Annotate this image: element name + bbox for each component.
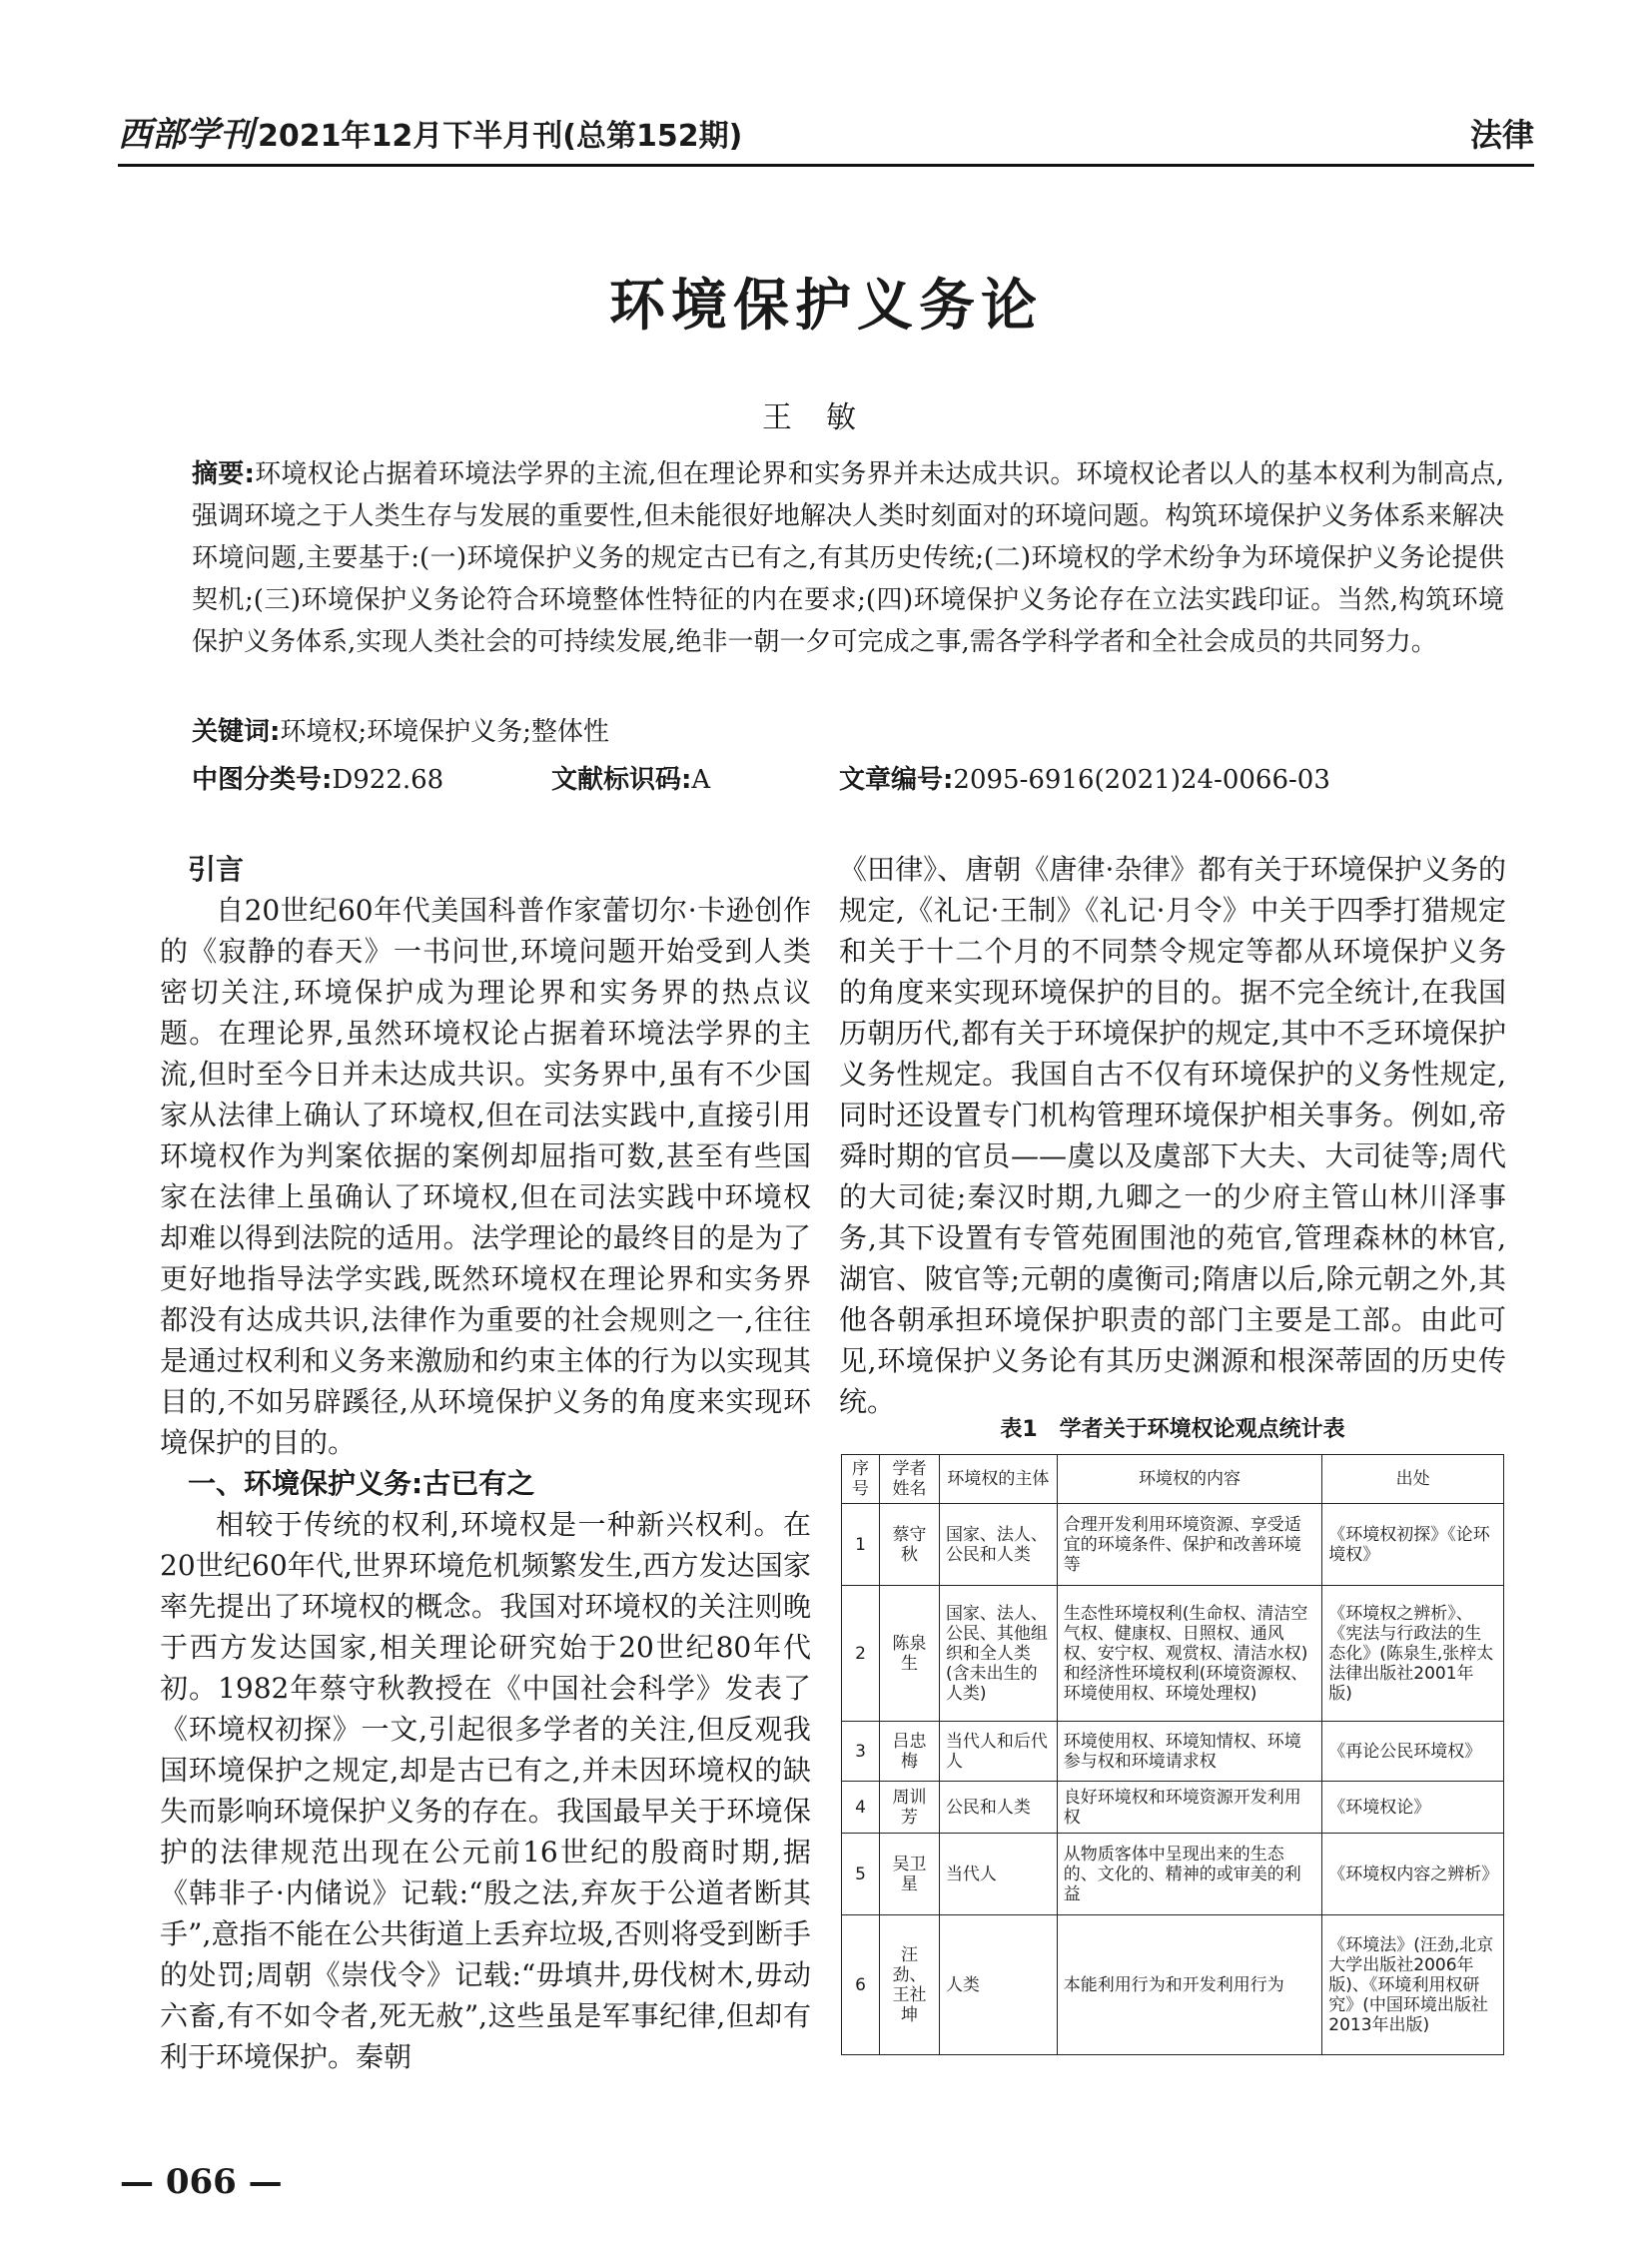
- journal-info: [118, 107, 742, 156]
- table-cell: 蔡守秋: [879, 1504, 939, 1586]
- clc-value: D922.68: [332, 765, 444, 795]
- table-row: [842, 1782, 1504, 1834]
- keywords-label: 关键词:: [192, 717, 281, 747]
- table-cell: 当代人和后代人: [939, 1722, 1057, 1782]
- table-cell: 当代人: [939, 1834, 1057, 1915]
- table-cell: 从物质客体中呈现出来的生态的、文化的、精神的或审美的利益: [1057, 1834, 1321, 1915]
- scholars-table: [841, 1454, 1504, 2055]
- table-header-cell: 序号: [842, 1455, 880, 1504]
- running-header: [118, 108, 1534, 156]
- section-name: 法律: [1469, 116, 1534, 154]
- doc-value: A: [691, 765, 711, 795]
- table-cell: 《环境权之辨析》、《宪法与行政法的生态化》(陈泉生,张梓太法律出版社2001年版): [1322, 1586, 1504, 1722]
- abstract: [192, 453, 1504, 663]
- table-cell: 汪劲、王社坤: [879, 1915, 939, 2055]
- clc-code: [192, 759, 443, 801]
- table-cell: 本能利用行为和开发利用行为: [1057, 1915, 1321, 2055]
- table-cell: 3: [842, 1722, 880, 1782]
- table-cell: 陈泉生: [879, 1586, 939, 1722]
- table-header-cell: 学者姓名: [879, 1455, 939, 1504]
- table-row: [842, 1504, 1504, 1586]
- journal-name: 西部学刊: [118, 115, 254, 155]
- table-row: [842, 1722, 1504, 1782]
- doc-label: 文献标识码:: [551, 765, 692, 795]
- table-header-cell: 环境权的内容: [1057, 1455, 1321, 1504]
- right-column: [839, 849, 1506, 1422]
- table-cell: 生态性环境权利(生命权、清洁空气权、健康权、日照权、通风权、安宁权、观赏权、清洁水权)和经济性环境权利(环境资源权、环境使用权、环境处理权): [1057, 1586, 1321, 1722]
- article-number: [839, 759, 1330, 801]
- table-cell: 良好环境权和环境资源开发利用权: [1057, 1782, 1321, 1834]
- clc-label: 中图分类号:: [192, 765, 333, 795]
- table-cell: 国家、法人、公民、其他组织和全人类(含未出生的人类): [939, 1586, 1057, 1722]
- table-cell: 《再论公民环境权》: [1322, 1722, 1504, 1782]
- section1-heading: 一、环境保护义务:古已有之: [188, 1467, 535, 1500]
- table-cell: 吴卫星: [879, 1834, 939, 1915]
- table-cell: 5: [842, 1834, 880, 1915]
- abstract-text: 环境权论占据着环境法学界的主流,但在理论界和实务界并未达成共识。环境权论者以人的基本权利为制高点,强调环境之于人类生存与发展的重要性,但未能很好地解决人类时刻面对的环境问题。构筑环境保护义务体系来解决环境问题,主要基于:(一)环境保护义务的规定古已有之,有其历史传统;(二)环境权的学术纷争为环境保护义务论提供契机;(三)环境保护义务论符合环境整体性特征的内在要求;(四)环境保护义务论存在立法实践印证。当然,构筑环境保护义务体系,实现人类社会的可持续发展,绝非一朝一夕可完成之事,需各学科学者和全社会成员的共同努力。: [192, 459, 1505, 657]
- continued-paragraph: 《田律》、唐朝《唐律·杂律》都有关于环境保护义务的规定,《礼记·王制》《礼记·月令》中关于四季打猎规定和关于十二个月的不同禁令规定等都从环境保护义务的角度来实现环境保护的目的。据不完全统计,在我国历朝历代,都有关于环境保护的规定,其中不乏环境保护义务性规定。我国自古不仅有环境保护的义务性规定,同时还设置专门机构管理环境保护相关事务。例如,帝舜时期的官员——虞以及虞部下大夫、大司徒等;周代的大司徒;秦汉时期,九卿之一的少府主管山林川泽事务,其下设置有专管苑囿围池的苑官,管理森林的林官,湖官、陂官等;元朝的虞衡司;隋唐以后,除元朝之外,其他各朝承担环境保护职责的部门主要是工部。由此可见,环境保护义务论有其历史渊源和根深蒂固的历史传统。: [839, 853, 1506, 1418]
- intro-heading: 引言: [188, 853, 245, 886]
- table-cell: 《环境权初探》《论环境权》: [1322, 1504, 1504, 1586]
- table-cell: 人类: [939, 1915, 1057, 2055]
- table-cell: 6: [842, 1915, 880, 2055]
- table-cell: 《环境法》(汪劲,北京大学出版社2006年版)、《环境利用权研究》(中国环境出版社2013年出版): [1322, 1915, 1504, 2055]
- table-cell: 国家、法人、公民和人类: [939, 1504, 1057, 1586]
- table-cell: 合理开发利用环境资源、享受适宜的环境条件、保护和改善环境等: [1057, 1504, 1321, 1586]
- intro-paragraph: 自20世纪60年代美国科普作家蕾切尔·卡逊创作的《寂静的春天》一书问世,环境问题开始受到人类密切关注,环境保护成为理论界和实务界的热点议题。在理论界,虽然环境权论占据着环境法学界的主流,但时至今日并未达成共识。实务界中,虽有不少国家从法律上确认了环境权,但在司法实践中,直接引用环境权作为判案依据的案例却屈指可数,甚至有些国家在法律上虽确认了环境权,但在司法实践中环境权却难以得到法院的适用。法学理论的最终目的是为了更好地指导法学实践,既然环境权在理论界和实务界都没有达成共识,法律作为重要的社会规则之一,往往是通过权利和义务来激励和约束主体的行为以实现其目的,不如另辟蹊径,从环境保护义务的角度来实现环境保护的目的。: [160, 894, 811, 1459]
- abstract-label: 摘要:: [192, 459, 255, 489]
- table-header-row: [842, 1455, 1504, 1504]
- table-cell: 环境使用权、环境知情权、环境参与权和环境请求权: [1057, 1722, 1321, 1782]
- header-divider: [118, 164, 1534, 167]
- left-column: [160, 849, 811, 2077]
- article-number-label: 文章编号:: [839, 765, 954, 795]
- article-author: 王敏: [762, 400, 890, 435]
- table-cell: 1: [842, 1504, 880, 1586]
- table-caption: 表1 学者关于环境权论观点统计表: [1000, 1417, 1345, 1442]
- article-title: 环境保护义务论: [609, 274, 1043, 339]
- table-row: [842, 1915, 1504, 2055]
- keywords-text: 环境权;环境保护义务;整体性: [280, 717, 609, 747]
- table-row: [842, 1834, 1504, 1915]
- doc-code: [551, 759, 710, 801]
- section1-paragraph: 相较于传统的权利,环境权是一种新兴权利。在20世纪60年代,世界环境危机频繁发生,西方发达国家率先提出了环境权的概念。我国对环境权的关注则晚于西方发达国家,相关理论研究始于20世纪80年代初。1982年蔡守秋教授在《中国社会科学》发表了《环境权初探》一文,引起很多学者的关注,但反观我国环境保护之规定,却是古已有之,并未因环境权的缺失而影响环境保护义务的存在。我国最早关于环境保护的法律规范出现在公元前16世纪的殷商时期,据《韩非子·内储说》记载:“殷之法,弃灰于公道者断其手”,意指不能在公共街道上丢弃垃圾,否则将受到断手的处罚;周朝《崇伐令》记载:“毋填井,毋伐树木,毋动六畜,有不如令者,死无赦”,这些虽是军事纪律,但却有利于环境保护。秦朝: [160, 1508, 811, 2073]
- table-cell: 吕忠梅: [879, 1722, 939, 1782]
- table-cell: 周训芳: [879, 1782, 939, 1834]
- table-cell: 2: [842, 1586, 880, 1722]
- table-header-cell: 环境权的主体: [939, 1455, 1057, 1504]
- table-cell: 4: [842, 1782, 880, 1834]
- table-cell: 《环境权内容之辨析》: [1322, 1834, 1504, 1915]
- keywords: [192, 711, 1504, 753]
- table-cell: 公民和人类: [939, 1782, 1057, 1834]
- article-number-value: 2095-6916(2021)24-0066-03: [953, 765, 1330, 795]
- table-cell: 《环境权论》: [1322, 1782, 1504, 1834]
- page-number: — 066 —: [120, 2162, 283, 2202]
- journal-issue: 2021年12月下半月刊(总第152期): [258, 119, 743, 154]
- table-header-cell: 出处: [1322, 1455, 1504, 1504]
- table-row: [842, 1586, 1504, 1722]
